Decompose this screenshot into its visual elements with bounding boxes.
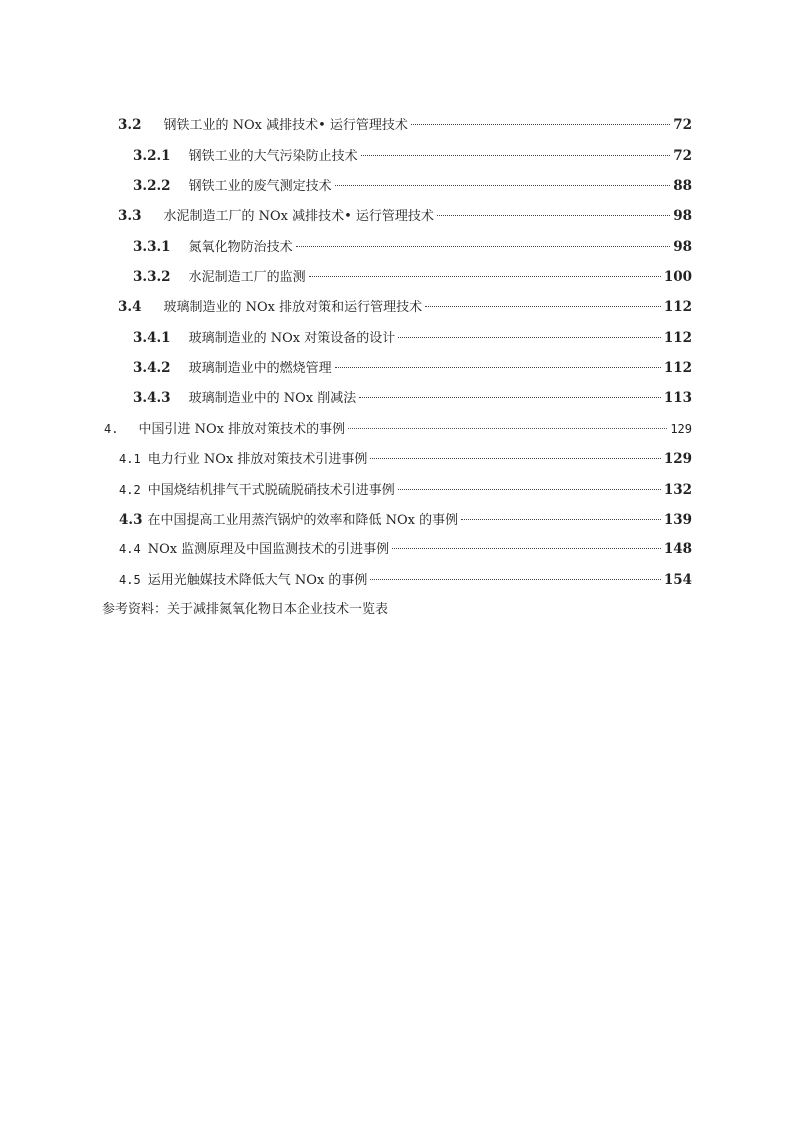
toc-title: 在中国提高工业用蒸汽锅炉的效率和降低 NOx 的事例 [147, 513, 459, 528]
toc-number: 4.5 [119, 573, 141, 587]
toc-page-number: 72 [673, 117, 692, 133]
toc-page-number: 98 [673, 239, 692, 255]
toc-page-number: 132 [663, 482, 692, 498]
toc-title: 钢铁工业的 NOx 减排技术• 运行管理技术 [163, 118, 408, 133]
toc-title: 水泥制造工厂的 NOx 减排技术• 运行管理技术 [163, 209, 434, 224]
reference-note: 参考资料：关于减排氮氧化物日本企业技术一览表 [102, 602, 389, 617]
dot-leader [461, 519, 661, 520]
toc-number: 4.3 [119, 512, 143, 528]
toc-page-number: 112 [663, 330, 692, 346]
toc-page-number: 112 [663, 299, 692, 315]
toc-number: 3.4.1 [133, 330, 171, 346]
toc-title: 中国引进 NOx 排放对策技术的事例 [138, 422, 346, 437]
toc-entry[interactable] [119, 539, 692, 559]
toc-entry[interactable] [133, 267, 692, 287]
toc-number: 4.2 [119, 483, 141, 497]
toc-page-number: 113 [663, 390, 692, 406]
dot-leader [398, 489, 661, 490]
toc-page-number: 154 [663, 572, 692, 588]
toc-page-number: 112 [663, 360, 692, 376]
toc-entry[interactable] [118, 115, 692, 135]
toc-entry[interactable] [133, 237, 692, 257]
toc-page-number: 100 [663, 269, 692, 285]
dot-leader [335, 367, 661, 368]
toc-title: 中国烧结机排气干式脱硫脱硝技术引进事例 [147, 483, 395, 498]
dot-leader [425, 306, 661, 307]
dot-leader [348, 428, 667, 429]
dot-leader [361, 155, 671, 156]
dot-leader [335, 185, 671, 186]
toc-entry[interactable] [133, 358, 692, 378]
toc-title: 电力行业 NOx 排放对策技术引进事例 [147, 452, 368, 467]
dot-leader [359, 397, 661, 398]
toc-page-number: 129 [670, 422, 692, 436]
toc-title: 氮氧化物防治技术 [188, 240, 293, 255]
toc-page-number: 88 [673, 178, 692, 194]
toc-title: 运用光触媒技术降低大气 NOx 的事例 [147, 573, 368, 588]
toc-number: 3.2 [118, 117, 142, 133]
toc-entry[interactable] [104, 419, 692, 439]
toc-entry[interactable] [133, 146, 692, 166]
toc-entry[interactable] [133, 328, 692, 348]
toc-title: NOx 监测原理及中国监测技术的引进事例 [147, 542, 390, 557]
toc-entry[interactable] [119, 480, 692, 500]
toc-page-number: 148 [663, 541, 692, 557]
dot-leader [411, 124, 670, 125]
toc-number: 3.2.2 [133, 178, 171, 194]
toc-number: 3.3.1 [133, 239, 171, 255]
toc-number: 4.1 [119, 452, 141, 466]
toc-entry[interactable] [119, 449, 692, 469]
toc-number: 3.4 [118, 299, 142, 315]
dot-leader [296, 246, 671, 247]
toc-number: 3.4.2 [133, 360, 171, 376]
toc-number: 4.4 [119, 542, 141, 556]
dot-leader [437, 215, 670, 216]
dot-leader [370, 579, 660, 580]
toc-number: 3.3 [118, 208, 142, 224]
dot-leader [370, 458, 660, 459]
dot-leader [398, 337, 661, 338]
toc-page-number: 98 [673, 208, 692, 224]
toc-title: 玻璃制造业中的 NOx 削减法 [188, 391, 357, 406]
toc-page-number: 139 [663, 512, 692, 528]
toc-title: 玻璃制造业的 NOx 对策设备的设计 [188, 331, 396, 346]
toc-number: 3.3.2 [133, 269, 171, 285]
toc-entry[interactable] [119, 510, 692, 530]
dot-leader [392, 548, 661, 549]
toc-entry[interactable] [133, 388, 692, 408]
toc-title: 玻璃制造业的 NOx 排放对策和运行管理技术 [163, 300, 423, 315]
toc-title: 钢铁工业的废气测定技术 [188, 179, 332, 194]
toc-number: 4. [104, 422, 119, 436]
toc-page-number: 72 [673, 148, 692, 164]
dot-leader [309, 276, 661, 277]
toc-number: 3.4.3 [133, 390, 171, 406]
toc-entry[interactable] [119, 570, 692, 590]
toc-title: 钢铁工业的大气污染防止技术 [188, 149, 358, 164]
toc-title: 水泥制造工厂的监测 [188, 270, 306, 285]
toc-entry[interactable] [118, 297, 692, 317]
toc-entry[interactable] [133, 176, 692, 196]
toc-entry[interactable] [118, 206, 692, 226]
toc-page-number: 129 [663, 451, 692, 467]
toc-number: 3.2.1 [133, 148, 171, 164]
toc-title: 玻璃制造业中的燃烧管理 [188, 361, 332, 376]
